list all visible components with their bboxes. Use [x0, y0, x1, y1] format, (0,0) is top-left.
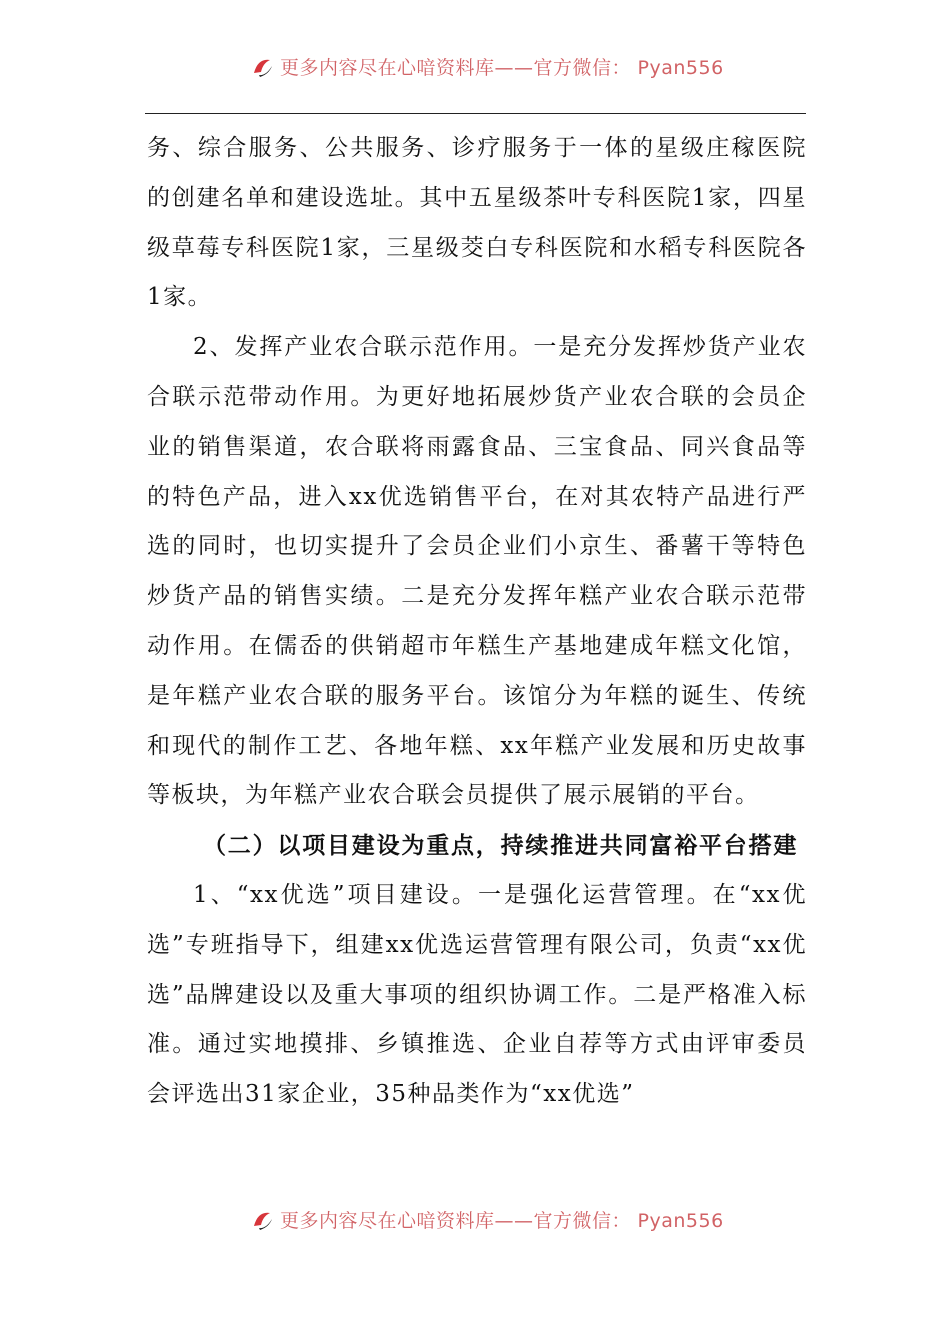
section-heading: （二）以项目建设为重点，持续推进共同富裕平台搭建	[203, 832, 799, 860]
paragraph-item-1: 1、“xx优选”项目建设。一是强化运营管理。在“xx优选”专班指导下，组建xx优选运营管理有限公司，负责“xx优选”品牌建设以及重大事项的组织协调工作。二是严格准入标准。通过实地摸排、乡镇推选、企业自荐等方式由评审委员会评选出31家企业，35种品类作为“xx优选”	[147, 881, 807, 1108]
paragraph-item-2: 2、发挥产业农合联示范作用。一是充分发挥炒货产业农合联示范带动作用。为更好地拓展炒货产业农合联的会员企业的销售渠道，农合联将雨露食品、三宝食品、同兴食品等的特色产品，进入xx优选销售平台，在对其农特产品进行严选的同时，也切实提升了会员企业们小京生、番薯干等特色炒货产品的销售实绩。二是充分发挥年糕产业农合联示范带动作用。在儒岙的供销超市年糕生产基地建成年糕文化馆，是年糕产业农合联的服务平台。该馆分为年糕的诞生、传统和现代的制作工艺、各地年糕、xx年糕产业发展和历史故事等板块，为年糕产业农合联会员提供了展示展销的平台。	[147, 334, 807, 809]
header-divider	[145, 113, 806, 114]
paragraph-continuation: 务、综合服务、公共服务、诊疗服务于一体的星级庄稼医院的创建名单和建设选址。其中五星级茶叶专科医院1家，四星级草莓专科医院1家，三星级茭白专科医院和水稻专科医院各1家。	[147, 135, 807, 311]
header-watermark	[250, 54, 770, 78]
watermark-text: 更多内容尽在心喑资料库——官方微信： Pyan556	[280, 1209, 724, 1232]
document-body	[147, 124, 807, 1120]
watermark-logo-icon	[250, 1207, 276, 1231]
footer-watermark	[250, 1206, 770, 1232]
watermark-logo-icon	[250, 54, 276, 78]
watermark-text: 更多内容尽在心喑资料库——官方微信： Pyan556	[280, 56, 724, 78]
